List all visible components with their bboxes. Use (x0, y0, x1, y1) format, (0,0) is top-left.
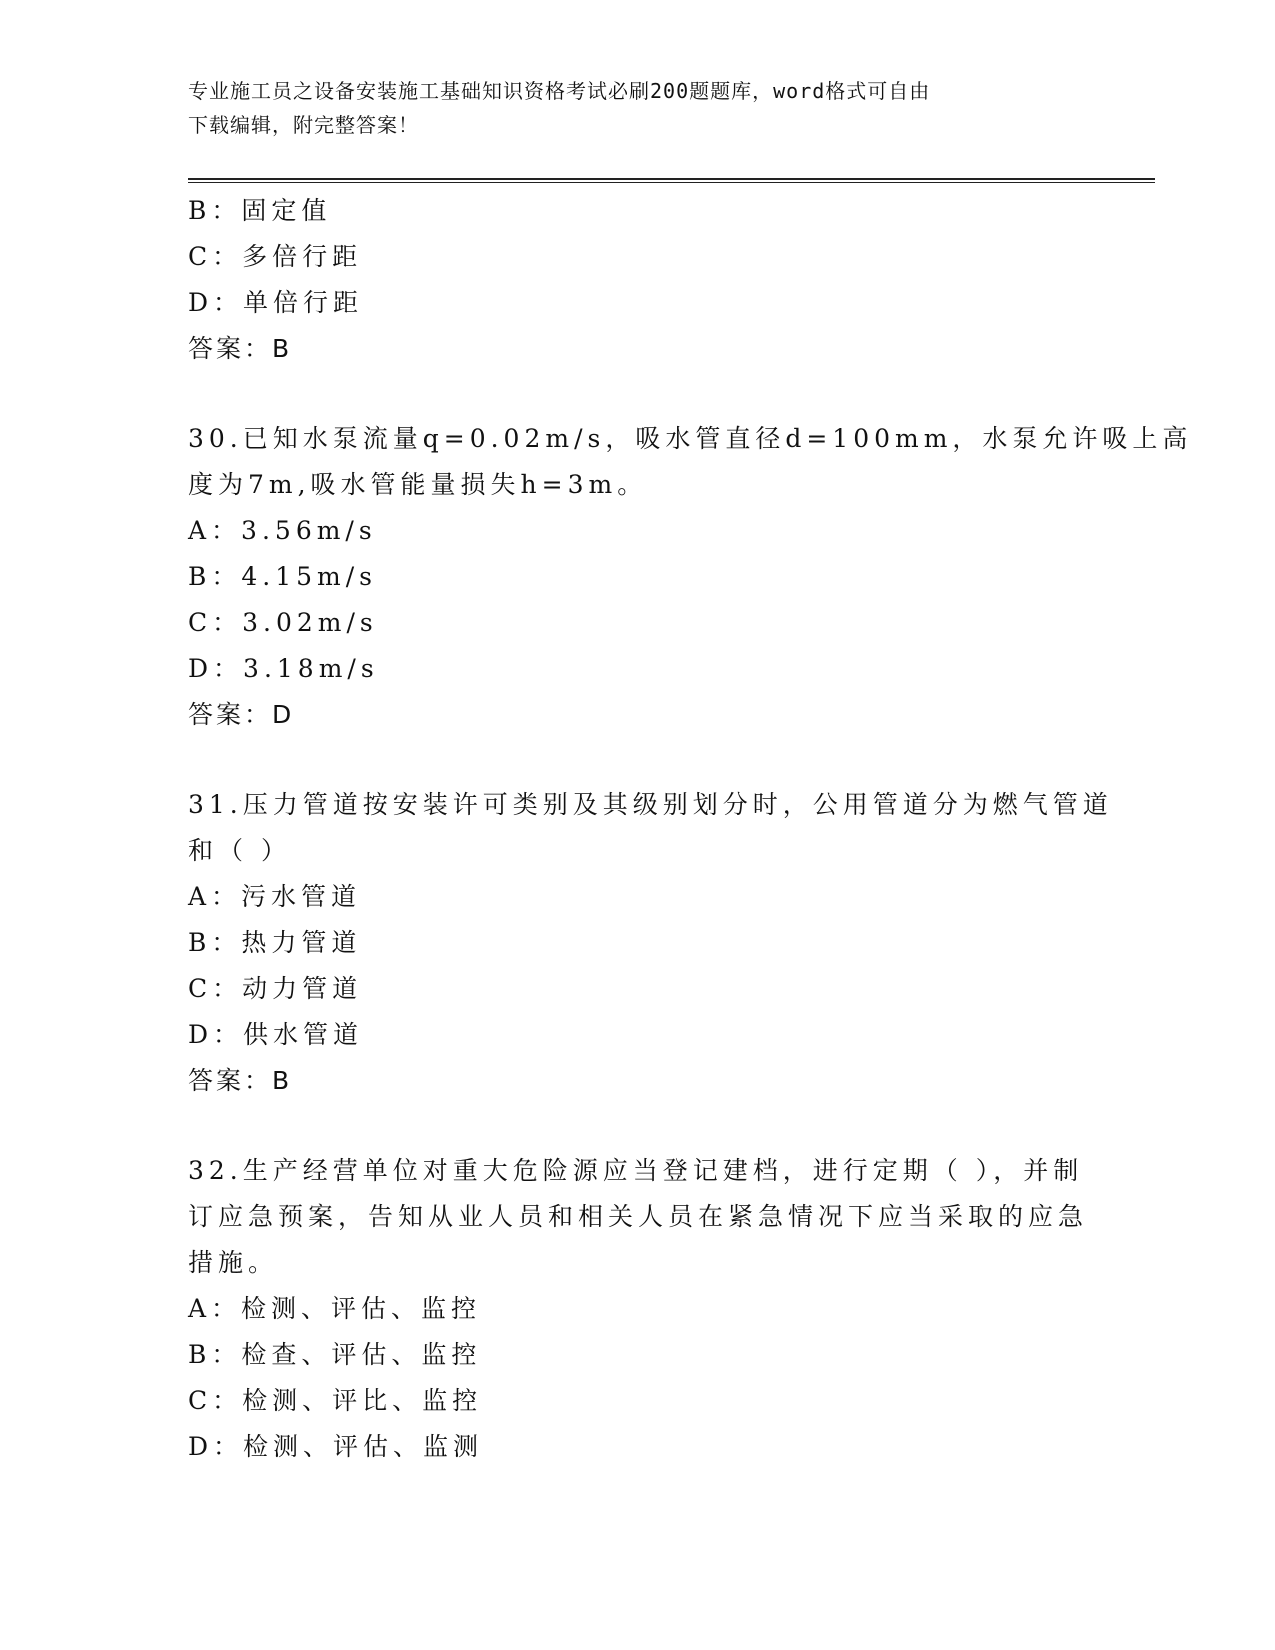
question-30 (188, 416, 1193, 738)
answer-line: 答案：B (188, 1066, 293, 1095)
option-a: A：3.56m/s (188, 516, 377, 545)
option-d: D：检测、评估、监测 (188, 1432, 484, 1461)
question-text-line: 措施。 (188, 1248, 279, 1277)
option-a: A：检测、评估、监控 (188, 1294, 482, 1323)
question-list (188, 188, 1193, 1470)
answer-line: 答案：D (188, 700, 295, 729)
option-b: B：检查、评估、监控 (188, 1340, 482, 1369)
option-d: D：3.18m/s (188, 654, 379, 683)
question-text-line: 订应急预案，告知从业人员和相关人员在紧急情况下应当采取的应急 (188, 1202, 1089, 1231)
continued-question (188, 188, 1088, 372)
option-c: C：多倍行距 (188, 242, 363, 271)
question-32 (188, 1148, 1088, 1470)
question-31 (188, 782, 1113, 1104)
option-c: C：3.02m/s (188, 608, 378, 637)
document-header (188, 74, 1068, 142)
option-c: C：动力管道 (188, 974, 363, 1003)
option-c: C：检测、评比、监控 (188, 1386, 483, 1415)
question-text-line: 30.已知水泵流量q=0.02m/s，吸水管直径d=100mm，水泵允许吸上高 (188, 424, 1193, 453)
header-divider (188, 178, 1155, 183)
question-text-line: 度为7m,吸水管能量损失h=3m。 (188, 470, 648, 499)
question-text-line: 31.压力管道按安装许可类别及其级别划分时，公用管道分为燃气管道 (188, 790, 1113, 819)
option-b: B：固定值 (188, 196, 332, 225)
answer-line: 答案：B (188, 334, 293, 363)
option-d: D：单倍行距 (188, 288, 364, 317)
header-line-1: 专业施工员之设备安装施工基础知识资格考试必刷200题题库，word格式可自由 (188, 79, 931, 103)
option-b: B：4.15m/s (188, 562, 377, 591)
option-a: A：污水管道 (188, 882, 362, 911)
question-text-line: 32.生产经营单位对重大危险源应当登记建档，进行定期（ ），并制 (188, 1156, 1084, 1185)
option-d: D：供水管道 (188, 1020, 364, 1049)
option-b: B：热力管道 (188, 928, 362, 957)
question-text-line: 和（ ） (188, 836, 291, 865)
header-line-2: 下载编辑，附完整答案！ (188, 113, 419, 137)
